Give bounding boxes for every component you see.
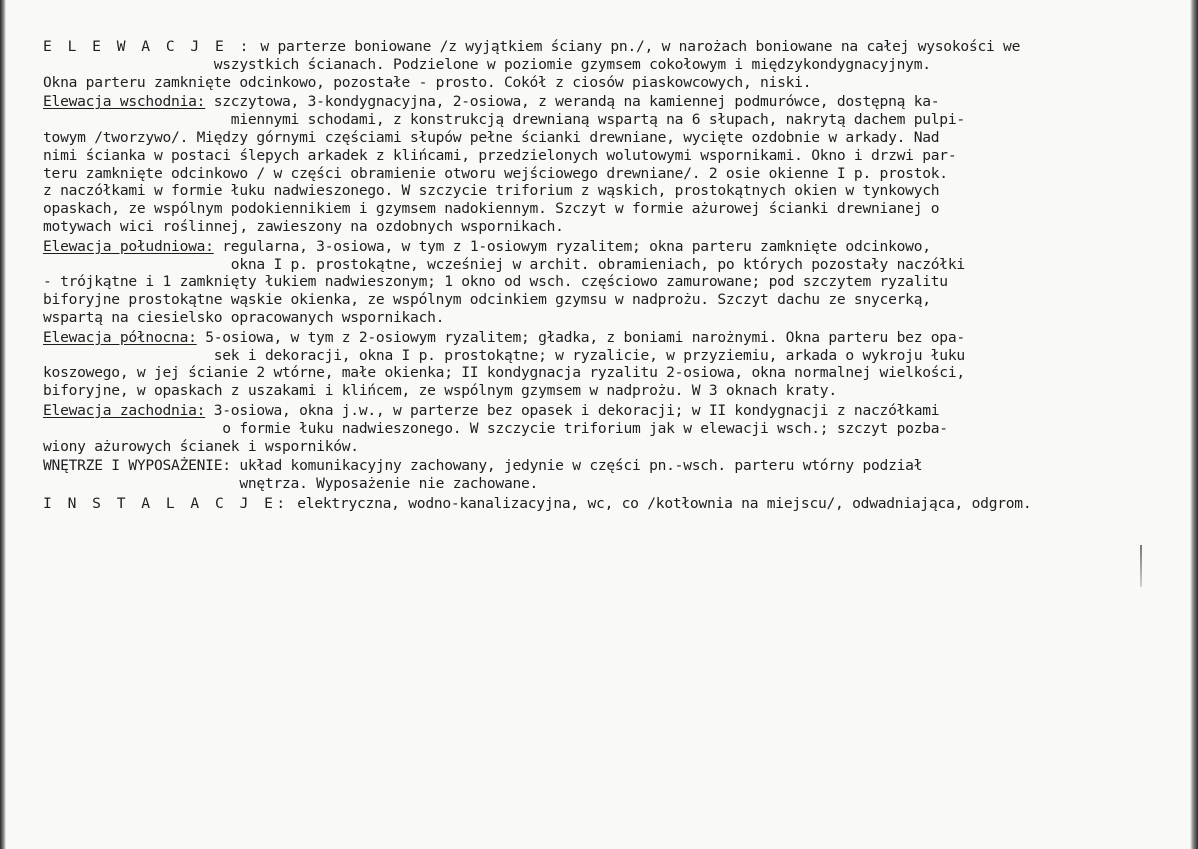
section-heading: Elewacja północna:: [43, 328, 197, 346]
line-text: 5-osiowa, w tym z 2-osiowym ryzalitem; gładka, z boniami narożnymi. Okna parteru bez opa-: [196, 328, 965, 346]
line: okna I p. prostokątne, wcześniej w archit. obramieniach, po których pozostały naczółki: [43, 255, 965, 273]
section-heading: WNĘTRZE I WYPOSAŻENIE:: [43, 457, 231, 475]
line-text: układ komunikacyjny zachowany, jedynie w części pn.-wsch. parteru wtórny podział: [230, 457, 923, 475]
line: [43, 457, 1153, 475]
line: opaskach, ze wspólnym podokiennikiem i gzymsem nadokiennym. Szczyt w formie ażurowej ścianki drewnianej o: [43, 200, 940, 218]
line-text: regularna, 3-osiowa, w tym z 1-osiowym ryzalitem; okna parteru zamknięte odcinkowo,: [213, 237, 931, 255]
section-instalacje: [43, 495, 1153, 513]
section-heading: I N S T A L A C J E:: [43, 494, 289, 512]
section-wnetrze: [43, 457, 1153, 493]
line: [43, 402, 1153, 420]
typed-document: [43, 38, 1153, 515]
scan-mark: [1140, 545, 1142, 587]
line: [43, 93, 1153, 111]
scan-edge-left: [0, 0, 6, 849]
line: wnętrza. Wyposażenie nie zachowane.: [43, 475, 539, 493]
line: motywach wici roślinnej, zawieszony na ozdobnych wspornikach.: [43, 217, 564, 235]
line: biforyjne, w opaskach z uszakami i klińcem, ze wspólnym gzymsem w nadprożu. W 3 oknach kraty.: [43, 382, 837, 400]
section-elewacja-wschodnia: [43, 93, 1153, 235]
line-text: 3-osiowa, okna j.w., w parterze bez opasek i dekoracji; w II kondygnacji z naczółkami: [205, 401, 940, 419]
line: o formie łuku nadwieszonego. W szczycie triforium jak w elewacji wsch.; szczyt pozba-: [43, 419, 948, 437]
line: miennymi schodami, z konstrukcją drewnianą wspartą na 6 słupach, nakrytą dachem pulpi-: [43, 111, 965, 129]
line: [43, 329, 1153, 347]
line-text: szczytowa, 3-kondygnacyjna, 2-osiowa, z werandą na kamiennej podmurówce, dostępną ka-: [205, 93, 940, 111]
line: wiony ażurowych ścianek i wsporników.: [43, 437, 359, 455]
section-elewacja-polnocna: [43, 329, 1153, 400]
line: towym /tworzywo/. Między górnymi częściami słupów pełne ścianki drewniane, wycięte ozdobnie w arkady. Nad: [43, 128, 940, 146]
section-heading: Elewacja południowa:: [43, 237, 214, 255]
line: koszowego, w jej ścianie 2 wtórne, małe okienka; II kondygnacja ryzalitu 2-osiowa, okna normalnej wielkości,: [43, 364, 965, 382]
line: sek i dekoracji, okna I p. prostokątne; w ryzalicie, w przyziemiu, arkada o wykroju łuku: [43, 346, 965, 364]
line: [43, 38, 1153, 56]
section-elewacja-poludniowa: [43, 238, 1153, 327]
section-elewacja-zachodnia: [43, 402, 1153, 455]
line: teru zamknięte odcinkowo / w części obramienie otworu wejściowego drewniane/. 2 osie okienne I p. prostok.: [43, 164, 948, 182]
section-heading: E L E W A C J E :: [43, 38, 252, 55]
line: [43, 238, 1153, 256]
line: Okna parteru zamknięte odcinkowo, pozostałe - prosto. Cokół z ciosów piaskowcowych, niski.: [43, 73, 812, 91]
line: wszystkich ścianach. Podzielone w poziomie gzymsem cokołowym i międzykondygnacyjnym.: [43, 55, 931, 73]
line: [43, 495, 1153, 513]
section-heading: Elewacja wschodnia:: [43, 93, 206, 111]
line: biforyjne prostokątne wąskie okienka, ze wspólnym odcinkiem gzymsu w nadprożu. Szczyt dachu ze snycerką,: [43, 291, 931, 309]
section-elewacje: [43, 38, 1153, 91]
line-text: w parterze boniowane /z wyjątkiem ściany pn./, w narożach boniowane na całej wysokości we: [251, 38, 1021, 55]
line: wspartą na ciesielsko opracowanych wspornikach.: [43, 308, 445, 326]
line-text: elektryczna, wodno-kanalizacyjna, wc, co /kotłownia na miejscu/, odwadniająca, odgrom.: [288, 494, 1032, 512]
line: z naczółkami w formie łuku nadwieszonego. W szczycie triforium z wąskich, prostokątnych okien w tynkowych: [43, 182, 940, 200]
scan-edge-right: [1190, 0, 1198, 849]
line: - trójkątne i 1 zamknięty łukiem nadwieszonym; 1 okno od wsch. częściowo zamurowane; pod szczytem ryzalitu: [43, 273, 948, 291]
line: nimi ścianka w postaci ślepych arkadek z klińcami, przedzielonych wolutowymi wspornikami. Okno i drzwi par-: [43, 146, 957, 164]
section-heading: Elewacja zachodnia:: [43, 401, 206, 419]
